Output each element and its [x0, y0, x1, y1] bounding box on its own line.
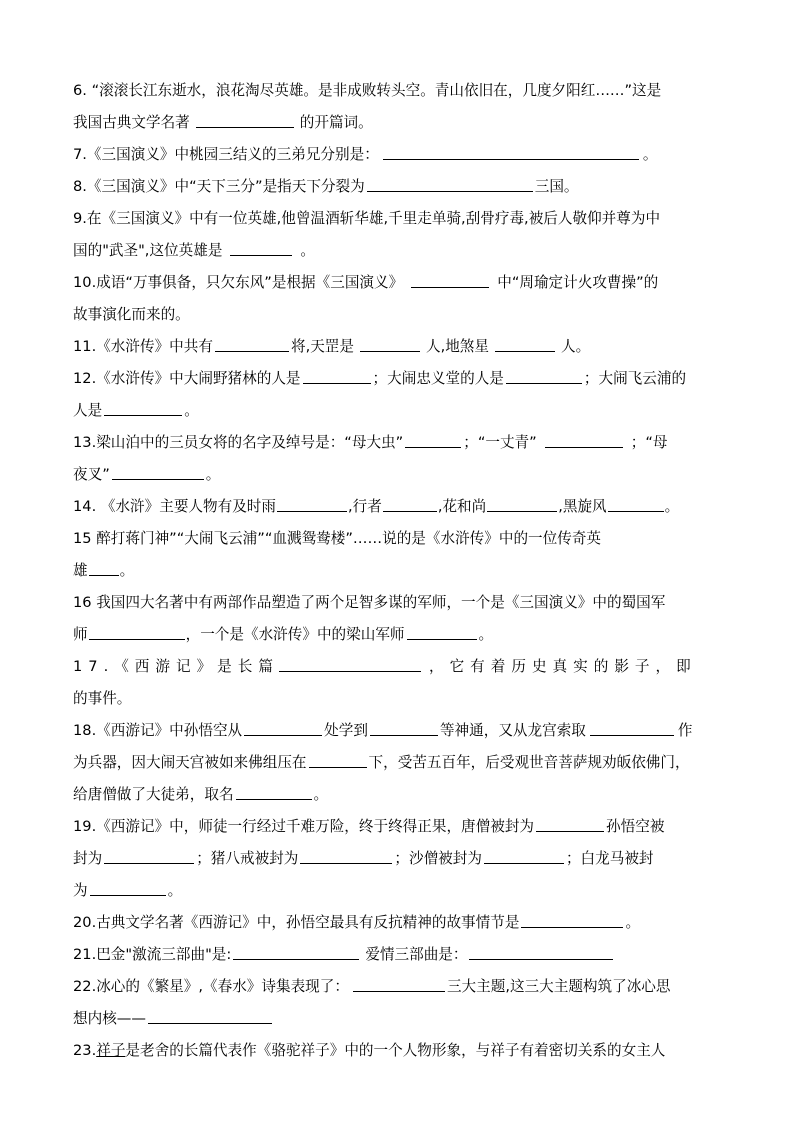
question-21: 21.巴金"激流三部曲"是: 爱情三部曲是：	[73, 944, 733, 966]
underlined-name-xiangzi: 祥子	[96, 1042, 126, 1059]
answer-blank[interactable]	[495, 336, 555, 352]
answer-blank[interactable]	[487, 496, 557, 512]
question-6-line-1: 6. “滚滚长江东逝水，浪花淘尽英雄。是非成败转头空。青山依旧在，几度夕阳红……”这是	[73, 82, 662, 99]
answer-blank[interactable]	[545, 432, 623, 448]
answer-blank[interactable]	[407, 624, 477, 640]
answer-blank[interactable]	[309, 752, 367, 768]
question-8: 8.《三国演义》中“天下三分”是指天下分裂为 三国。	[73, 178, 579, 195]
answer-blank[interactable]	[484, 848, 564, 864]
question-18-line-3: 给唐僧做了大徒弟，取名 。	[73, 786, 329, 803]
question-19-line-3: 为 。	[73, 882, 183, 899]
question-16-line-1: 16 我国四大名著中有两部作品塑造了两个足智多谋的军师，一个是《三国演义》中的蜀国军	[73, 594, 666, 611]
answer-blank[interactable]	[506, 368, 582, 384]
question-13-line-2: 夜叉” 。	[73, 466, 221, 483]
answer-blank[interactable]	[89, 624, 185, 640]
question-15-line-2: 雄 。	[73, 562, 135, 579]
answer-blank[interactable]	[411, 272, 489, 288]
answer-blank[interactable]	[244, 720, 322, 736]
question-23: 23.祥子是老舍的长篇代表作《骆驼祥子》中的一个人物形象，与祥子有着密切关系的女主人	[73, 1042, 666, 1059]
question-7: 7.《三国演义》中桃园三结义的三弟兄分别是： 。	[73, 146, 658, 163]
question-6-line-2: 我国古典文学名著 的开篇词。	[73, 114, 373, 131]
question-19-line-1: 19.《西游记》中，师徒一行经过千难万险，终于终得正果，唐僧被封为 孙悟空被	[73, 818, 665, 835]
answer-blank[interactable]	[608, 496, 664, 512]
question-22-line-1: 22.冰心的《繁星》,《春水》诗集表现了： 三大主题,这三大主题构筑了冰心思	[73, 978, 671, 995]
answer-blank[interactable]	[104, 400, 182, 416]
question-14: 14. 《水浒》主要人物有及时雨 ,行者 ,花和尚 ,黑旋风 。	[73, 498, 680, 515]
answer-blank[interactable]	[536, 816, 604, 832]
answer-blank[interactable]	[383, 496, 437, 512]
question-20: 20.古典文学名著《西游记》中，孙悟空最具有反抗精神的故事情节是 。	[73, 914, 641, 931]
answer-blank[interactable]	[233, 944, 359, 960]
answer-blank[interactable]	[300, 848, 392, 864]
answer-blank[interactable]	[383, 144, 639, 160]
question-9-line-2: 国的"武圣",这位英雄是 。	[73, 242, 316, 259]
question-19-line-2: 封为 ；猪八戒被封为 ；沙僧被封为 ；白龙马被封	[73, 850, 654, 867]
question-10-line-1: 10.成语“万事俱备，只欠东风”是根据《三国演义》 中“周瑜定计火攻曹操”的	[73, 274, 659, 291]
answer-blank[interactable]	[590, 720, 674, 736]
question-18-line-1: 18.《西游记》中孙悟空从 处学到 等神通，又从龙宫索取 作	[73, 722, 693, 739]
answer-blank[interactable]	[279, 656, 421, 672]
answer-blank[interactable]	[303, 368, 371, 384]
answer-blank[interactable]	[112, 464, 204, 480]
answer-blank[interactable]	[521, 912, 623, 928]
question-17-line-1: 17.《西游记》是长篇 ，它有着历史真实的影子，即	[73, 658, 697, 675]
answer-blank[interactable]	[104, 848, 194, 864]
question-15-line-1: 15 醉打蒋门神”“大闹飞云浦”“血溅鸳鸯楼”……说的是《水浒传》中的一位传奇英	[73, 530, 602, 547]
question-17-line-2: 的事件。	[73, 690, 132, 707]
answer-blank[interactable]	[89, 560, 119, 576]
question-16-line-2: 师 ，一个是《水浒传》中的梁山军师 。	[73, 626, 494, 643]
answer-blank[interactable]	[215, 336, 289, 352]
question-22-line-2: 想内核——	[73, 1008, 733, 1030]
question-12-line-1: 12.《水浒传》中大闹野猪林的人是 ；大闹忠义堂的人是 ；大闹飞云浦的	[73, 370, 687, 387]
answer-blank[interactable]	[360, 336, 420, 352]
answer-blank[interactable]	[469, 944, 613, 960]
question-10-line-2: 故事演化而来的。	[73, 306, 190, 323]
question-18-line-2: 为兵器，因大闹天宫被如来佛组压在 下，受苦五百年，后受观世音菩萨规劝皈依佛门，	[73, 754, 690, 771]
answer-blank[interactable]	[367, 176, 533, 192]
answer-blank[interactable]	[236, 784, 312, 800]
question-11: 11.《水浒传》中共有 将,天罡是 人,地煞星 人。	[73, 338, 591, 355]
answer-blank[interactable]	[277, 496, 347, 512]
question-9-line-1: 9.在《三国演义》中有一位英雄,他曾温酒斩华雄,千里走单骑,刮骨疗毒,被后人敬仰并尊为中	[73, 210, 661, 227]
answer-blank[interactable]	[196, 112, 294, 128]
question-12-line-2: 人是 。	[73, 402, 199, 419]
answer-blank[interactable]	[230, 240, 292, 256]
answer-blank[interactable]	[90, 880, 166, 896]
answer-blank[interactable]	[370, 720, 438, 736]
answer-blank[interactable]	[405, 432, 461, 448]
answer-blank[interactable]	[148, 1008, 272, 1024]
question-13-line-1: 13.梁山泊中的三员女将的名字及绰号是：“母大虫” ；“一丈青” ；“母	[73, 434, 668, 451]
answer-blank[interactable]	[353, 976, 445, 992]
